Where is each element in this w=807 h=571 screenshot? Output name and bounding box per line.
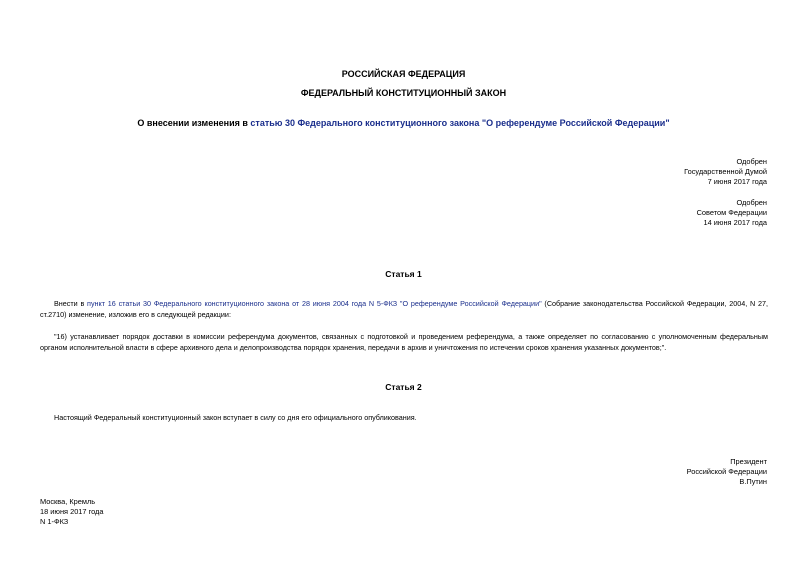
header-law-type: ФЕДЕРАЛЬНЫЙ КОНСТИТУЦИОННЫЙ ЗАКОН — [300, 88, 507, 98]
article1-p1-link[interactable]: пункт 16 статьи 30 Федерального конституционного закона от 28 июня 2004 года N 5-ФКЗ "О референдуме Российской Федерации" — [87, 299, 542, 308]
approval-duma-line1: Одобрен — [736, 157, 767, 166]
place-date-block — [40, 497, 103, 527]
article1-paragraph2: "16) устанавливает порядок доставки в комиссии референдума документов, связанных с подготовкой и проведением референдума, а также определяет по согласованию с уполномоченным федеральным органом исполнительной власти в сфере архивного дела и делопроизводства порядок хранения, передачи в архив и уничтожения по истечении сроков хранения указанных документов;". — [40, 332, 768, 352]
signature-line1: Президент — [730, 457, 767, 466]
article1-paragraph1 — [40, 298, 768, 320]
approval-council-line3: 14 июня 2017 года — [703, 218, 767, 227]
signature-line2: Российской Федерации — [686, 467, 767, 476]
signature-block — [687, 457, 767, 487]
title-prefix: О внесении изменения в — [137, 118, 251, 128]
approval-council-line1: Одобрен — [736, 198, 767, 207]
article1-heading: Статья 1 — [385, 269, 422, 279]
signature-line3: В.Путин — [739, 477, 767, 486]
document-title — [0, 118, 807, 128]
approval-duma-line3: 7 июня 2017 года — [707, 177, 767, 186]
header-country: РОССИЙСКАЯ ФЕДЕРАЦИЯ — [341, 69, 466, 79]
approval-duma-line2: Государственной Думой — [684, 167, 767, 176]
approval-council — [697, 198, 767, 228]
article1-p1-prefix: Внести в — [54, 299, 88, 308]
article2-paragraph1: Настоящий Федеральный конституционный закон вступает в силу со дня его официального опубликования. — [54, 413, 417, 422]
place-line1: Москва, Кремль — [40, 497, 96, 506]
approval-council-line2: Советом Федерации — [696, 208, 767, 217]
title-link[interactable]: статью 30 Федерального конституционного закона "О референдуме Российской Федерации" — [250, 118, 670, 128]
article2-heading: Статья 2 — [385, 382, 422, 392]
article1-p1-suffix: (Собрание законодательства Российской Федерации, 2004, N 27, ст.2710) изменение, изложив его в следующей редакции: — [40, 299, 768, 319]
approval-duma — [684, 157, 767, 187]
place-line3: N 1-ФКЗ — [40, 517, 69, 526]
place-line2: 18 июня 2017 года — [40, 507, 104, 516]
